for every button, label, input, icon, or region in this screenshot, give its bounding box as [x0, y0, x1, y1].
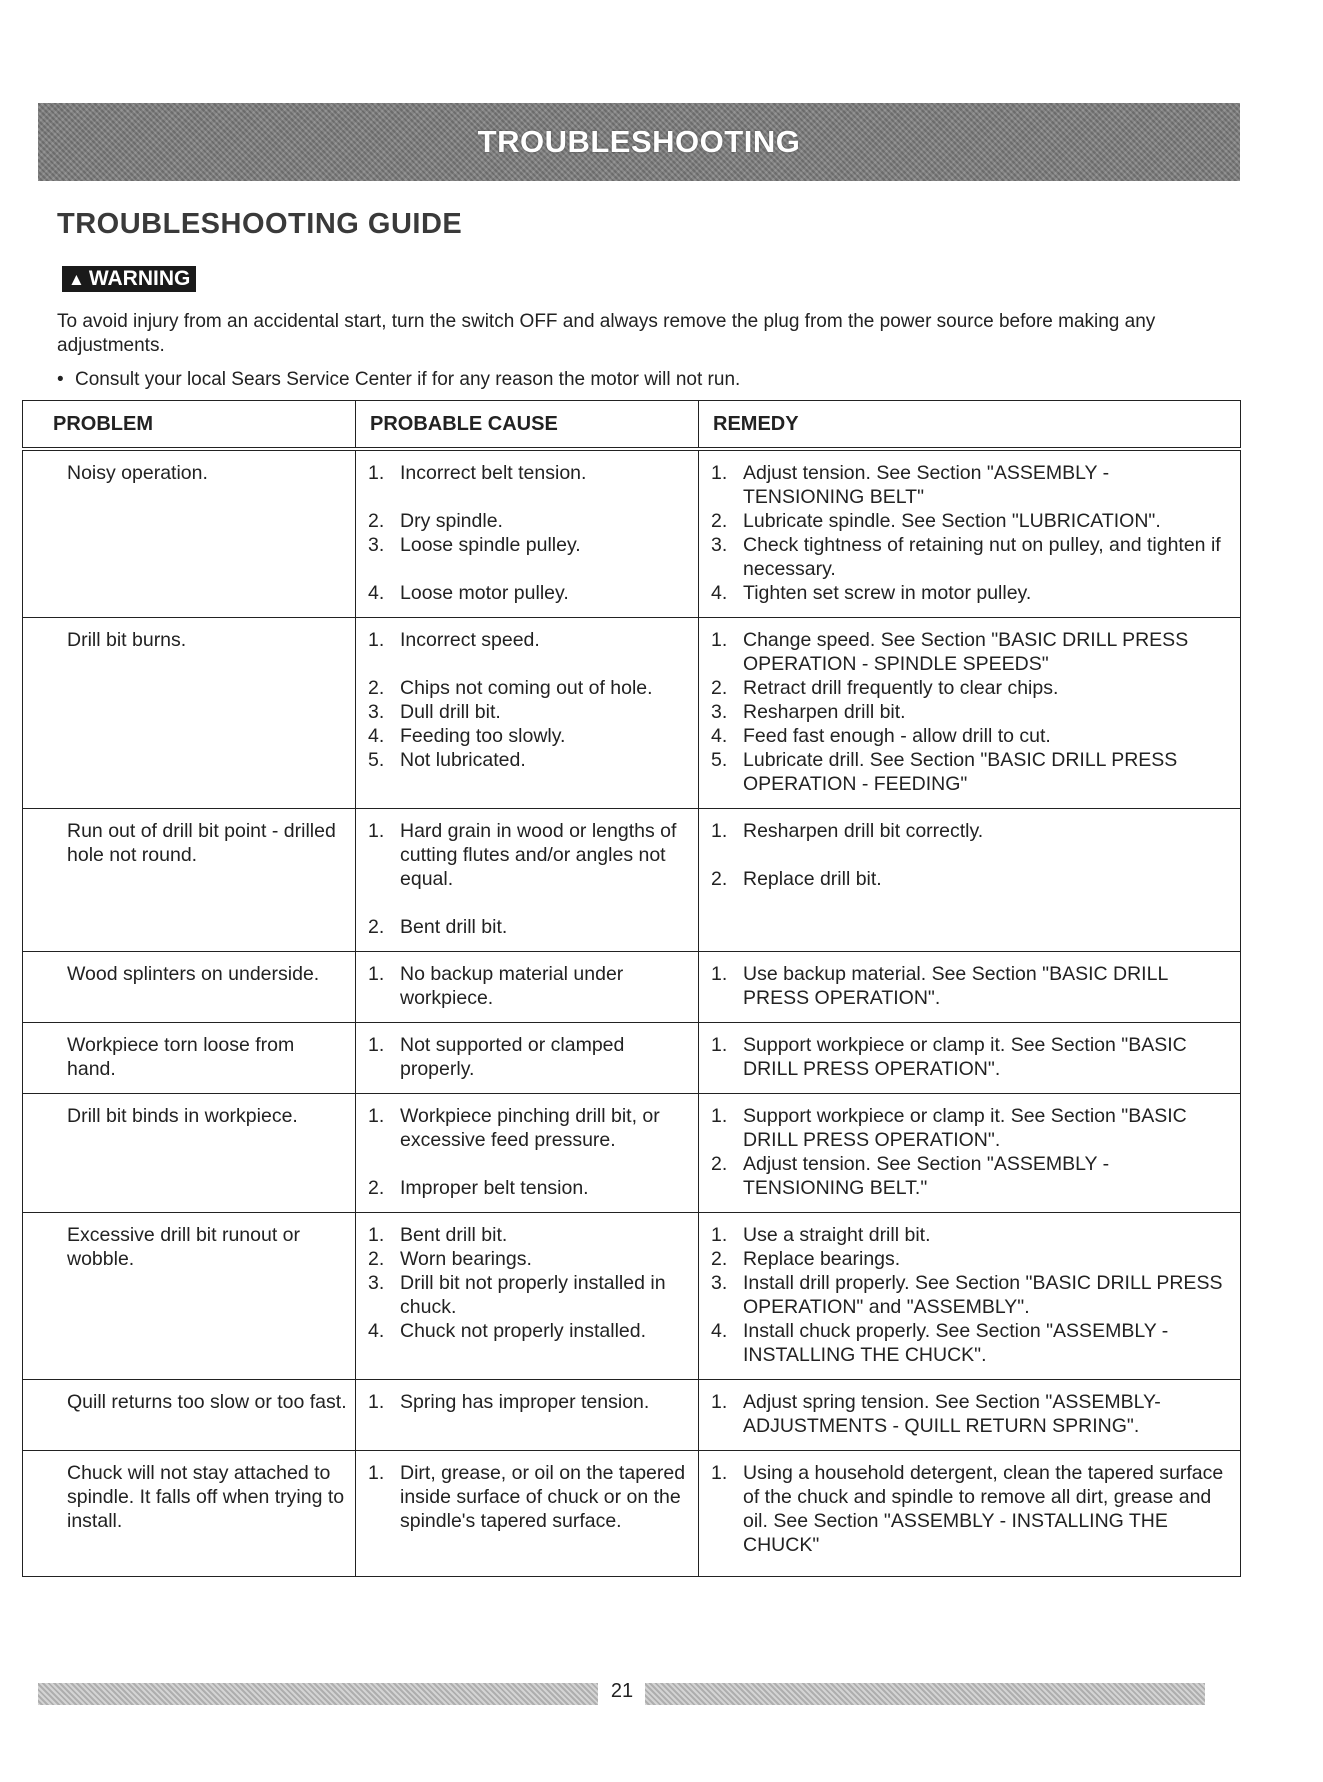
page-number: 21	[610, 1680, 634, 1702]
list-item	[707, 724, 1232, 748]
list-item	[707, 1247, 1232, 1271]
list-item	[707, 1033, 1232, 1081]
list-item	[707, 509, 1232, 533]
cause-cell-list	[364, 1104, 690, 1200]
list-item	[707, 1390, 1232, 1438]
list-item	[707, 676, 1232, 700]
item-number: 1.	[368, 1391, 385, 1413]
list-item	[707, 1319, 1232, 1367]
item-number: 1.	[711, 963, 728, 985]
table-row	[23, 1213, 1241, 1380]
item-number: 3.	[368, 534, 385, 556]
item-number: 1.	[711, 629, 728, 651]
item-number: 1.	[368, 1034, 385, 1056]
list-item	[707, 533, 1232, 581]
cause-cell-list	[364, 962, 690, 1010]
item-number: 1.	[368, 963, 385, 985]
item-text: Bent drill bit.	[400, 1224, 508, 1246]
item-number: 1.	[368, 1462, 385, 1484]
remedy-cell-list	[707, 1223, 1232, 1367]
table-row	[23, 1451, 1241, 1577]
cause-cell	[356, 1094, 699, 1213]
intro-bullet-text: Consult your local Sears Service Center if for any reason the motor will not run.	[75, 369, 741, 390]
remedy-cell	[699, 449, 1241, 618]
item-text: Adjust tension. See Section "ASSEMBLY - TENSIONING BELT."	[743, 1153, 1110, 1199]
problem-cell: Wood splinters on underside.	[23, 952, 356, 1023]
item-text: Bent drill bit.	[400, 916, 508, 938]
cause-cell	[356, 1023, 699, 1094]
item-text: Hard grain in wood or lengths of cutting flutes and/or angles not equal.	[400, 820, 677, 890]
list-item	[707, 1152, 1232, 1200]
list-item	[707, 1461, 1232, 1557]
list-item	[707, 867, 1232, 891]
cause-cell	[356, 1213, 699, 1380]
item-number: 4.	[711, 725, 728, 747]
cause-cell-list	[364, 819, 690, 939]
item-number: 1.	[368, 820, 385, 842]
item-number: 2.	[368, 677, 385, 699]
item-number: 3.	[368, 701, 385, 723]
remedy-cell-list	[707, 1390, 1232, 1438]
item-text: Feed fast enough - allow drill to cut.	[743, 725, 1051, 747]
item-number: 2.	[711, 510, 728, 532]
item-number: 2.	[368, 1248, 385, 1270]
item-number: 2.	[711, 868, 728, 890]
list-item	[707, 628, 1232, 676]
list-item	[364, 1176, 690, 1200]
item-number: 2.	[711, 1153, 728, 1175]
remedy-cell-list	[707, 819, 1232, 891]
list-item	[364, 1247, 690, 1271]
item-number: 4.	[711, 1320, 728, 1342]
footer-bar-left	[38, 1683, 598, 1705]
problem-cell: Noisy operation.	[23, 449, 356, 618]
cause-cell	[356, 618, 699, 809]
problem-cell: Drill bit burns.	[23, 618, 356, 809]
item-number: 1.	[368, 629, 385, 651]
item-number: 3.	[711, 534, 728, 556]
item-number: 4.	[368, 1320, 385, 1342]
cause-cell	[356, 1380, 699, 1451]
list-item	[364, 1271, 690, 1319]
list-item	[707, 581, 1232, 605]
item-text: Support workpiece or clamp it. See Section "BASIC DRILL PRESS OPERATION".	[743, 1034, 1187, 1080]
list-item	[364, 1033, 690, 1081]
list-item	[364, 724, 690, 748]
list-item	[364, 509, 690, 533]
list-item	[364, 819, 690, 891]
cause-cell	[356, 952, 699, 1023]
remedy-cell	[699, 952, 1241, 1023]
cause-cell-list	[364, 1033, 690, 1081]
item-number: 1.	[711, 820, 728, 842]
remedy-cell-list	[707, 628, 1232, 796]
item-number: 2.	[368, 1177, 385, 1199]
list-item	[364, 676, 690, 700]
table-row	[23, 1023, 1241, 1094]
item-number: 4.	[368, 582, 385, 604]
item-text: Improper belt tension.	[400, 1177, 589, 1199]
cause-cell	[356, 809, 699, 952]
warning-triangle-icon: ▲	[68, 269, 85, 289]
warning-label: WARNING	[88, 267, 191, 290]
problem-cell: Drill bit binds in workpiece.	[23, 1094, 356, 1213]
cause-cell-list	[364, 1390, 690, 1414]
item-text: Not lubricated.	[400, 749, 526, 771]
item-number: 4.	[711, 582, 728, 604]
item-text: Not supported or clamped properly.	[400, 1034, 625, 1080]
item-number: 5.	[368, 749, 385, 771]
item-text: Resharpen drill bit.	[743, 701, 906, 723]
list-item	[707, 962, 1232, 1010]
item-number: 1.	[368, 462, 385, 484]
table-row	[23, 809, 1241, 952]
item-number: 3.	[368, 1272, 385, 1294]
item-number: 2.	[711, 1248, 728, 1270]
list-item	[364, 1104, 690, 1152]
item-number: 1.	[711, 1224, 728, 1246]
item-text: Dirt, grease, or oil on the tapered inside surface of chuck or on the spindle's tapered surface.	[400, 1462, 686, 1532]
header-remedy: REMEDY	[699, 401, 1241, 450]
remedy-cell	[699, 1213, 1241, 1380]
list-item	[364, 628, 690, 652]
banner-title: TROUBLESHOOTING	[477, 124, 801, 159]
list-item	[364, 700, 690, 724]
problem-cell: Chuck will not stay attached to spindle. It falls off when trying to install.	[23, 1451, 356, 1577]
item-number: 1.	[711, 462, 728, 484]
table-header-row	[23, 401, 1241, 450]
item-number: 3.	[711, 1272, 728, 1294]
problem-cell: Excessive drill bit runout or wobble.	[23, 1213, 356, 1380]
list-item	[707, 461, 1232, 509]
intro-text: To avoid injury from an accidental start, turn the switch OFF and always remove the plug from the power source before making any adjustments.	[57, 311, 1156, 356]
list-item	[364, 1319, 690, 1343]
table-row	[23, 952, 1241, 1023]
item-number: 1.	[711, 1462, 728, 1484]
table-body	[23, 449, 1241, 1577]
item-text: Use a straight drill bit.	[743, 1224, 931, 1246]
remedy-cell	[699, 1094, 1241, 1213]
item-text: Worn bearings.	[400, 1248, 532, 1270]
item-text: Install drill properly. See Section "BASIC DRILL PRESS OPERATION" and "ASSEMBLY".	[743, 1272, 1223, 1318]
remedy-cell	[699, 1380, 1241, 1451]
list-item	[707, 748, 1232, 796]
list-item	[364, 461, 690, 485]
header-problem: PROBLEM	[23, 401, 356, 450]
remedy-cell-list	[707, 1104, 1232, 1200]
remedy-cell-list	[707, 461, 1232, 605]
item-number: 2.	[368, 510, 385, 532]
item-text: Lubricate drill. See Section "BASIC DRILL PRESS OPERATION - FEEDING"	[743, 749, 1178, 795]
list-item	[707, 1223, 1232, 1247]
section-banner	[38, 103, 1240, 181]
cause-cell	[356, 1451, 699, 1577]
header-probable-cause: PROBABLE CAUSE	[356, 401, 699, 450]
remedy-cell	[699, 618, 1241, 809]
remedy-cell	[699, 1023, 1241, 1094]
item-text: Drill bit not properly installed in chuck.	[400, 1272, 666, 1318]
item-text: Support workpiece or clamp it. See Section "BASIC DRILL PRESS OPERATION".	[743, 1105, 1187, 1151]
item-text: Workpiece pinching drill bit, or excessive feed pressure.	[400, 1105, 660, 1151]
item-number: 2.	[368, 916, 385, 938]
item-number: 1.	[711, 1034, 728, 1056]
item-text: Adjust tension. See Section "ASSEMBLY - TENSIONING BELT"	[743, 462, 1110, 508]
list-item	[364, 1223, 690, 1247]
item-text: Install chuck properly. See Section "ASSEMBLY -INSTALLING THE CHUCK".	[743, 1320, 1169, 1366]
item-text: Tighten set screw in motor pulley.	[743, 582, 1032, 604]
item-text: Feeding too slowly.	[400, 725, 566, 747]
item-text: Resharpen drill bit correctly.	[743, 820, 984, 842]
item-text: Incorrect speed.	[400, 629, 540, 651]
item-text: Retract drill frequently to clear chips.	[743, 677, 1059, 699]
intro-bullet	[57, 368, 1227, 392]
item-number: 1.	[711, 1105, 728, 1127]
guide-title: TROUBLESHOOTING GUIDE	[57, 208, 463, 240]
item-text: Replace drill bit.	[743, 868, 882, 890]
problem-cell: Quill returns too slow or too fast.	[23, 1380, 356, 1451]
cause-cell-list	[364, 628, 690, 772]
item-text: Adjust spring tension. See Section "ASSEMBLY-ADJUSTMENTS - QUILL RETURN SPRING".	[743, 1391, 1161, 1437]
item-text: Change speed. See Section "BASIC DRILL PRESS OPERATION - SPINDLE SPEEDS"	[743, 629, 1189, 675]
list-item	[364, 962, 690, 1010]
item-text: Using a household detergent, clean the tapered surface of the chuck and spindle to remove all dirt, grease and oil. See Section "ASSEMBLY - INSTALLING THE CHUCK"	[743, 1462, 1224, 1556]
item-text: Chips not coming out of hole.	[400, 677, 653, 699]
item-text: Dull drill bit.	[400, 701, 501, 723]
list-item	[364, 581, 690, 605]
cause-cell	[356, 449, 699, 618]
table-row	[23, 618, 1241, 809]
item-text: Loose motor pulley.	[400, 582, 569, 604]
cause-cell-list	[364, 1461, 690, 1533]
list-item	[364, 1461, 690, 1533]
remedy-cell-list	[707, 962, 1232, 1010]
item-text: Spring has improper tension.	[400, 1391, 650, 1413]
item-text: Loose spindle pulley.	[400, 534, 581, 556]
item-text: Incorrect belt tension.	[400, 462, 587, 484]
warning-badge	[62, 266, 196, 292]
list-item	[707, 1104, 1232, 1152]
item-number: 2.	[711, 677, 728, 699]
list-item	[707, 819, 1232, 843]
item-text: Lubricate spindle. See Section "LUBRICATION".	[743, 510, 1161, 532]
item-number: 1.	[368, 1224, 385, 1246]
item-text: Use backup material. See Section "BASIC DRILL PRESS OPERATION".	[743, 963, 1168, 1009]
table-row	[23, 1094, 1241, 1213]
item-text: Check tightness of retaining nut on pulley, and tighten if necessary.	[743, 534, 1221, 580]
list-item	[707, 700, 1232, 724]
item-number: 4.	[368, 725, 385, 747]
intro	[57, 310, 1227, 392]
item-text: Dry spindle.	[400, 510, 503, 532]
bullet-icon: •	[57, 369, 64, 390]
item-number: 1.	[368, 1105, 385, 1127]
list-item	[364, 915, 690, 939]
cause-cell-list	[364, 1223, 690, 1343]
list-item	[707, 1271, 1232, 1319]
item-text: Chuck not properly installed.	[400, 1320, 647, 1342]
item-number: 3.	[711, 701, 728, 723]
problem-cell: Run out of drill bit point - drilled hole not round.	[23, 809, 356, 952]
cause-cell-list	[364, 461, 690, 605]
footer-bar-right	[645, 1683, 1205, 1705]
problem-cell: Workpiece torn loose from hand.	[23, 1023, 356, 1094]
troubleshooting-table	[22, 400, 1241, 1577]
table-row	[23, 449, 1241, 618]
list-item	[364, 533, 690, 557]
item-number: 1.	[711, 1391, 728, 1413]
list-item	[364, 748, 690, 772]
item-text: No backup material under workpiece.	[400, 963, 624, 1009]
item-text: Replace bearings.	[743, 1248, 901, 1270]
list-item	[364, 1390, 690, 1414]
item-number: 5.	[711, 749, 728, 771]
remedy-cell	[699, 809, 1241, 952]
remedy-cell-list	[707, 1033, 1232, 1081]
table-row	[23, 1380, 1241, 1451]
remedy-cell-list	[707, 1461, 1232, 1557]
remedy-cell	[699, 1451, 1241, 1577]
